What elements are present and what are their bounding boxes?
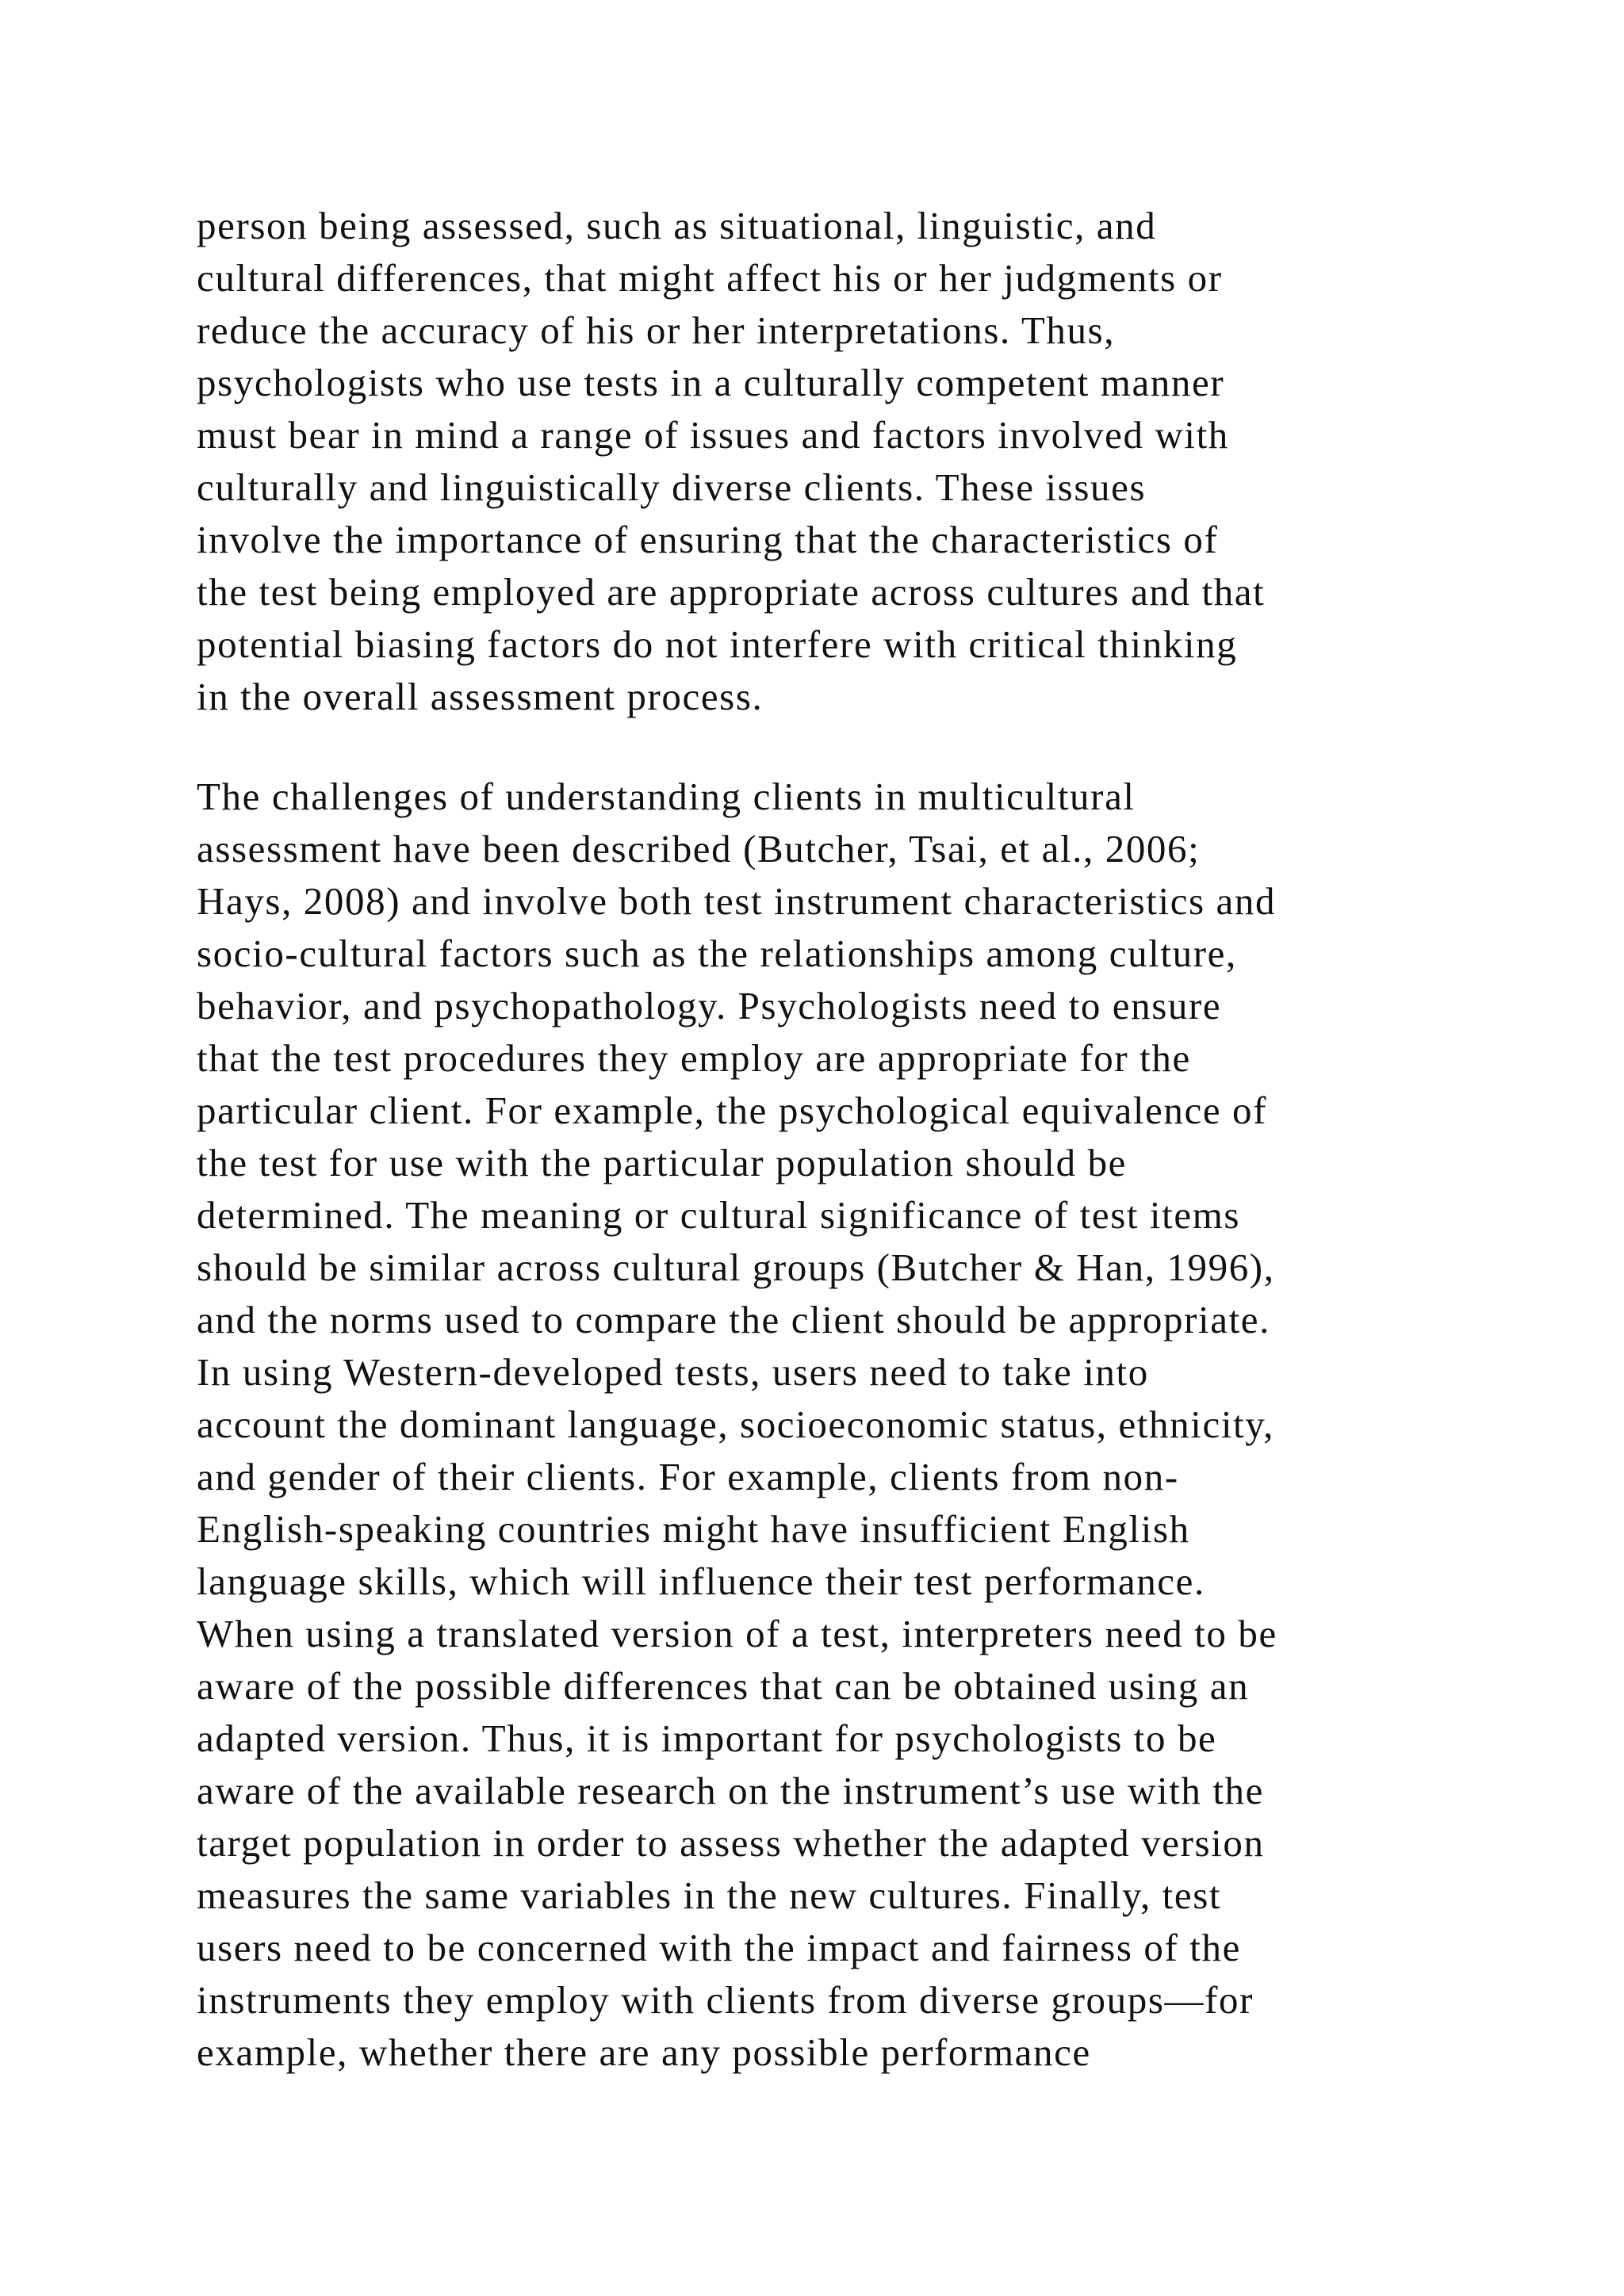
text-line: the test for use with the particular population should be (197, 1141, 1128, 1184)
text-line: example, whether there are any possible performance (197, 2030, 1091, 2074)
text-line: psychologists who use tests in a culturally competent manner (197, 361, 1225, 404)
text-line: and the norms used to compare the client should be appropriate. (197, 1298, 1271, 1341)
text-line: that the test procedures they employ are appropriate for the (197, 1036, 1191, 1080)
text-line: behavior, and psychopathology. Psychologists need to ensure (197, 984, 1222, 1027)
text-line: account the dominant language, socioeconomic status, ethnicity, (197, 1402, 1275, 1446)
text-line: assessment have been described (Butcher, Tsai, et al., 2006; (197, 827, 1201, 871)
text-line: When using a translated version of a test, interpreters need to be (197, 1612, 1277, 1655)
text-line: users need to be concerned with the impact and fairness of the (197, 1926, 1241, 1969)
paragraph-1 (197, 200, 1608, 723)
text-line: should be similar across cultural groups (Butcher & Han, 1996), (197, 1246, 1275, 1289)
text-line: involve the importance of ensuring that the characteristics of (197, 518, 1219, 561)
text-line: instruments they employ with clients from diverse groups—for (197, 1978, 1254, 2022)
text-line: English-speaking countries might have insufficient English (197, 1507, 1190, 1551)
paragraph-2 (197, 771, 1608, 2079)
text-line: cultural differences, that might affect his or her judgments or (197, 256, 1223, 300)
text-line: person being assessed, such as situational, linguistic, and (197, 204, 1157, 247)
text-line: Hays, 2008) and involve both test instrument characteristics and (197, 879, 1277, 923)
text-line: culturally and linguistically diverse clients. These issues (197, 465, 1147, 509)
text-line: must bear in mind a range of issues and factors involved with (197, 413, 1229, 457)
text-line: The challenges of understanding clients in multicultural (197, 775, 1136, 818)
text-line: reduce the accuracy of his or her interpretations. Thus, (197, 308, 1116, 352)
text-line: in the overall assessment process. (197, 675, 764, 718)
text-line: determined. The meaning or cultural significance of test items (197, 1193, 1241, 1237)
text-line: language skills, which will influence their test performance. (197, 1559, 1205, 1603)
text-line: adapted version. Thus, it is important for psychologists to be (197, 1716, 1217, 1760)
text-line: aware of the available research on the instrument’s use with the (197, 1769, 1264, 1812)
text-line: socio-cultural factors such as the relationships among culture, (197, 932, 1237, 975)
text-line: the test being employed are appropriate across cultures and that (197, 570, 1266, 614)
text-line: In using Western-developed tests, users need to take into (197, 1350, 1149, 1394)
text-line: aware of the possible differences that can be obtained using an (197, 1664, 1250, 1708)
text-line: target population in order to assess whether the adapted version (197, 1821, 1265, 1865)
text-line: particular client. For example, the psychological equivalence of (197, 1089, 1268, 1132)
text-line: and gender of their clients. For example, clients from non- (197, 1455, 1179, 1498)
text-line: potential biasing factors do not interfere with critical thinking (197, 622, 1238, 666)
text-line: measures the same variables in the new cultures. Finally, test (197, 1873, 1222, 1917)
